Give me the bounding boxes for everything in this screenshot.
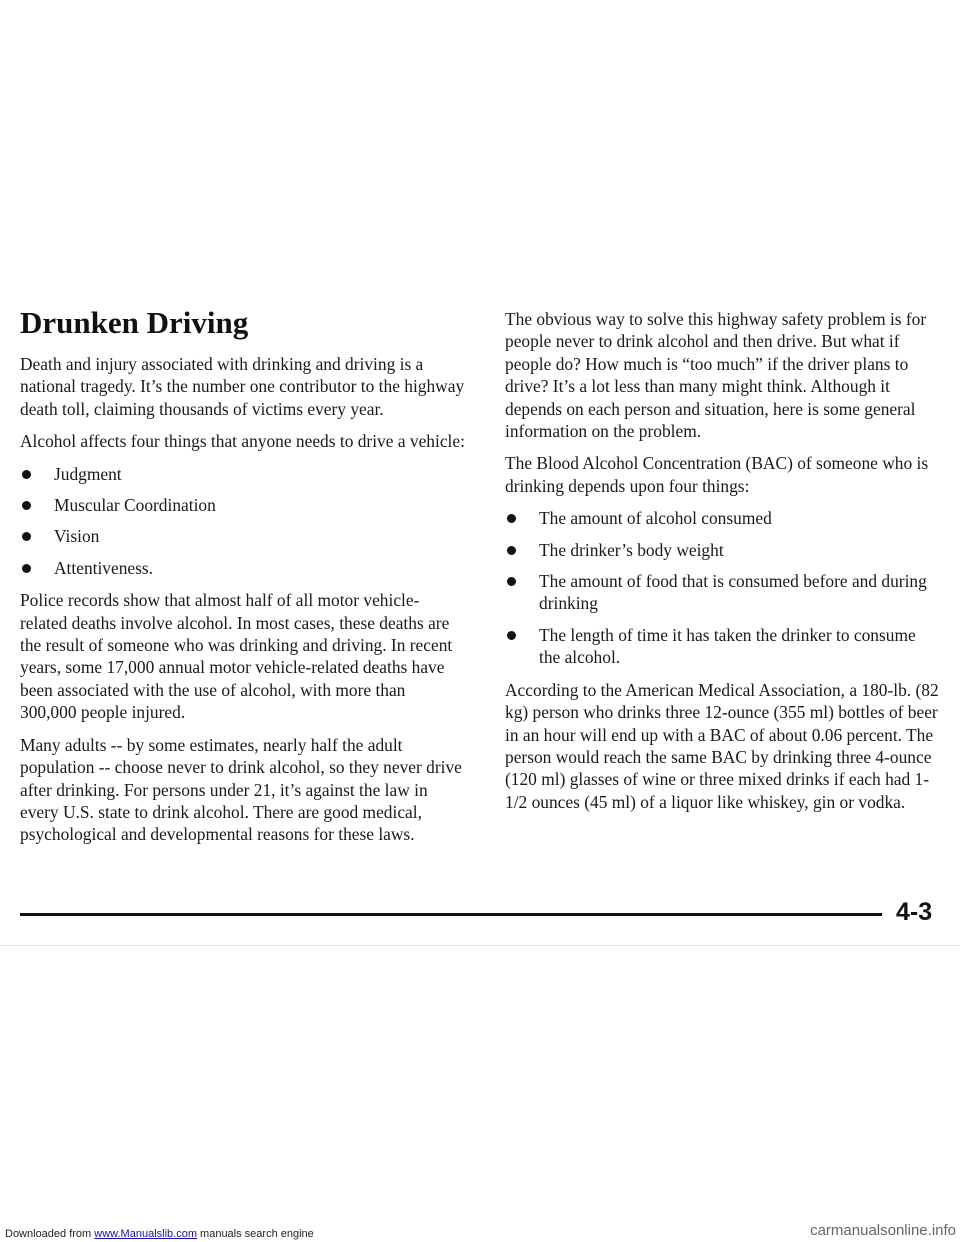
list-item: Muscular Coordination [20,494,465,516]
intro-paragraph: Death and injury associated with drinking and driving is a national tragedy. It’s the number one contributor to the highway death toll, claiming thousands of victims every year. [20,354,465,419]
bullet-icon [22,470,31,479]
left-column [20,305,465,856]
bullet-icon [22,564,31,573]
scan-divider [0,945,960,946]
bullet-icon [507,577,516,586]
section-title: Drunken Driving [20,305,249,340]
footer-prefix: Downloaded from [5,1228,95,1240]
footer-suffix: manuals search engine [196,1228,314,1240]
list-item: The amount of alcohol consumed [505,507,940,529]
list-item: The amount of food that is consumed before and during drinking [505,570,940,615]
affects-list [20,463,465,580]
manualslib-link[interactable]: www.Manualslib.com [94,1228,197,1240]
page-number: 4-3 [896,898,933,926]
right-column [505,308,940,823]
bullet-icon [22,501,31,510]
obvious-way-paragraph: The obvious way to solve this highway safety problem is for people never to drink alcohol and then drive. But what if people do? How much is “too much” if the driver plans to drive? It’s a lot less than many might think. Although it depends on each person and situation, here is some general information on the problem. [505,309,927,442]
police-records-paragraph: Police records show that almost half of all motor vehicle-related deaths involve alcohol. In most cases, these deaths are the result of someone who was drinking and driving. In recent years, some 17,000 annual motor vehicle-related deaths have been associated with the use of alcohol, with more than 300,000 people injured. [20,590,453,723]
list-item: Attentiveness. [20,557,465,579]
watermark: carmanualsonline.info [810,1222,956,1239]
bullet-icon [507,514,516,523]
ama-paragraph: According to the American Medical Association, a 180-lb. (82 kg) person who drinks three 12-ounce (355 ml) bottles of beer in an hour will end up with a BAC of about 0.06 percent. The person would reach the same BAC by drinking three 4-ounce (120 ml) glasses of wine or three mixed drinks if each had 1-1/2 ounces (45 ml) of a liquor like whiskey, gin or vodka. [505,679,939,812]
alcohol-affects-paragraph: Alcohol affects four things that anyone needs to drive a vehicle: [20,431,465,452]
bullet-icon [507,546,516,555]
list-item: The drinker’s body weight [505,539,940,561]
list-item: Judgment [20,463,465,485]
bullet-icon [507,631,516,640]
list-item: The length of time it has taken the drinker to consume the alcohol. [505,624,940,669]
many-adults-paragraph: Many adults -- by some estimates, nearly half the adult population -- choose never to drink alcohol, so they never drive after drinking. For persons under 21, it’s against the law in every U.S. state to drink alcohol. There are good medical, psychological and developmental reasons for these laws. [20,734,462,845]
bac-paragraph: The Blood Alcohol Concentration (BAC) of someone who is drinking depends upon four things: [505,453,929,496]
page-rule [20,913,882,916]
list-item: Vision [20,525,465,547]
bac-factors-list [505,507,940,668]
download-footer [5,1228,314,1240]
bullet-icon [22,532,31,541]
